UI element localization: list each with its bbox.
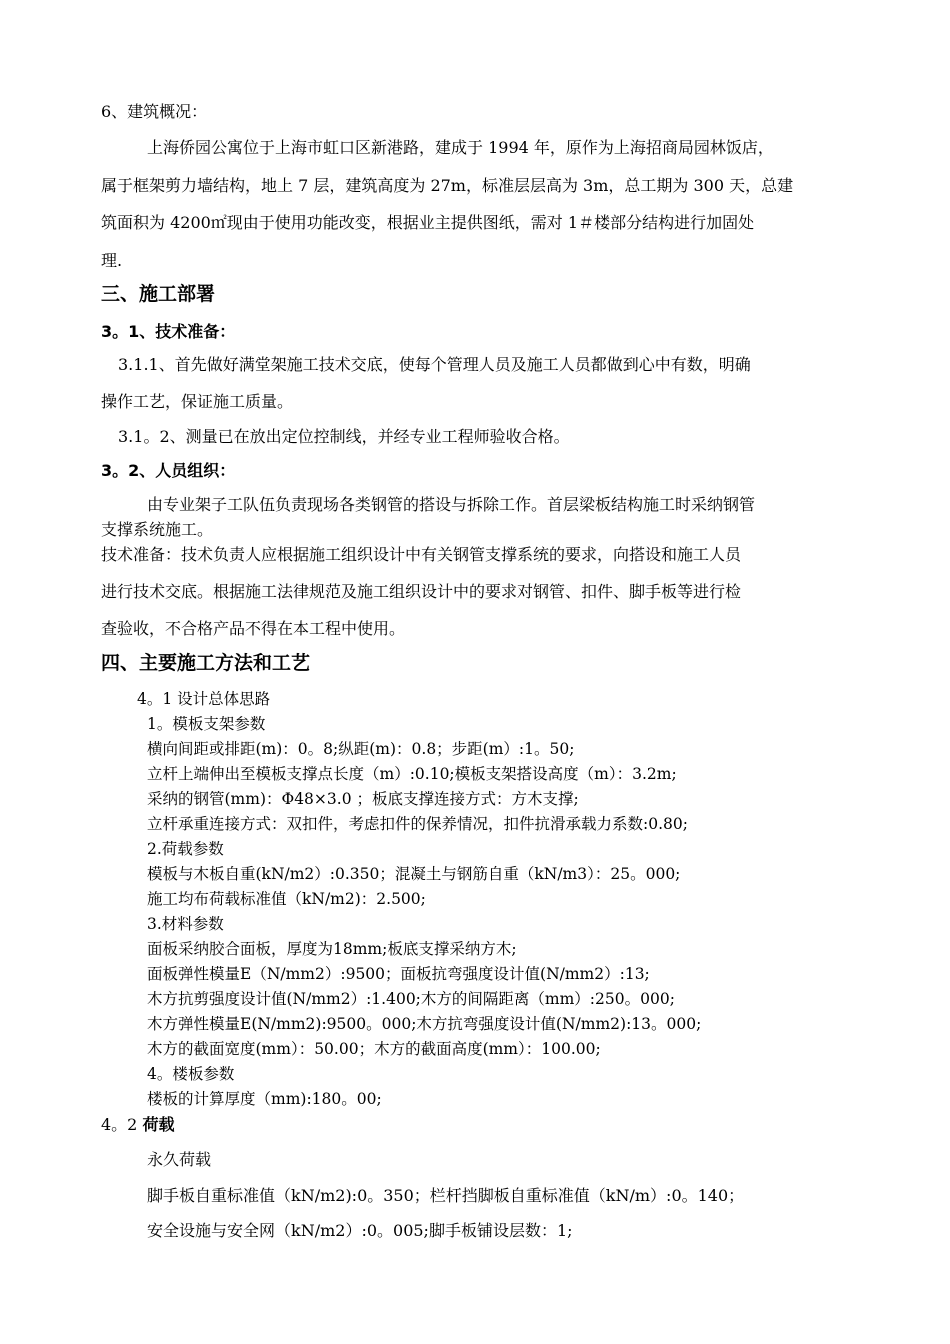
paragraph-line: 进行技术交底。根据施工法律规范及施工组织设计中的要求对钢管、扣件、脚手板等进行检 (101, 582, 742, 601)
paragraph-line: 技术准备：技术负责人应根据施工组织设计中有关钢管支撑系统的要求，向搭设和施工人员 (101, 545, 742, 564)
list-heading: 1。模板支架参数 (147, 715, 266, 733)
paragraph-line: 查验收，不合格产品不得在本工程中使用。 (101, 619, 406, 638)
parameter-line: 木方抗剪强度设计值(N/mm2）:1.400;木方的间隔距离（mm）:250。000; (147, 990, 675, 1008)
subsection-number: 4。2 (101, 1115, 143, 1134)
parameter-line: 立杆承重连接方式：双扣件，考虑扣件的保养情况，扣件抗滑承载力系数:0.80; (147, 815, 688, 833)
paragraph-line: 属于框架剪力墙结构，地上 7 层，建筑高度为 27m，标准层层高为 3m，总工期为 300 天，总建 (101, 176, 794, 195)
subsection-3-2-heading: 3。2、人员组织： (101, 461, 236, 480)
list-heading: 3.材料参数 (147, 915, 224, 933)
parameter-line: 面板弹性模量E（N/mm2）:9500；面板抗弯强度设计值(N/mm2）:13; (147, 965, 650, 983)
paragraph-line: 操作工艺，保证施工质量。 (101, 392, 294, 411)
parameter-line: 模板与木板自重(kN/m2）:0.350；混凝土与钢筋自重（kN/m3）：25。000; (147, 865, 681, 883)
parameter-line: 面板采纳胶合面板，厚度为18mm;板底支撑采纳方木; (147, 940, 517, 958)
subsection-4-1-heading: 4。1 设计总体思路 (137, 690, 271, 708)
section-3-heading: 三、施工部署 (101, 283, 216, 305)
list-heading: 永久荷载 (147, 1150, 212, 1169)
parameter-line: 采纳的钢管(mm)：Φ48×3.0 ；板底支撑连接方式：方木支撑; (147, 790, 579, 808)
parameter-line: 立杆上端伸出至模板支撑点长度（m）:0.10;模板支架搭设高度（m）：3.2m; (147, 765, 677, 783)
section-6-title: 6、建筑概况： (101, 102, 208, 121)
subsection-4-2-heading (101, 1117, 174, 1133)
paragraph-line: 上海侨园公寓位于上海市虹口区新港路，建成于 1994 年，原作为上海招商局园林饭店， (147, 138, 774, 157)
parameter-line: 脚手板自重标准值（kN/m2):0。350；栏杆挡脚板自重标准值（kN/m）:0。140； (147, 1186, 745, 1205)
subsection-3-1-heading: 3。1、技术准备： (101, 322, 236, 341)
parameter-line: 木方的截面宽度(mm）：50.00；木方的截面高度(mm）：100.00; (147, 1040, 601, 1058)
paragraph-line: 3.1。2、测量已在放出定位控制线，并经专业工程师验收合格。 (118, 427, 570, 446)
parameter-line: 安全设施与安全网（kN/m2）:0。005;脚手板铺设层数：1; (147, 1221, 573, 1240)
section-4-heading: 四、主要施工方法和工艺 (101, 652, 311, 674)
paragraph-line: 理. (101, 251, 123, 270)
list-heading: 2.荷载参数 (147, 840, 224, 858)
paragraph-line: 3.1.1、首先做好满堂架施工技术交底，使每个管理人员及施工人员都做到心中有数，明确 (118, 355, 751, 374)
paragraph-line: 筑面积为 4200㎡现由于使用功能改变，根据业主提供图纸，需对 1＃楼部分结构进行加固处 (101, 213, 755, 232)
subsection-title: 荷载 (142, 1115, 175, 1134)
paragraph-line: 支撑系统施工。 (101, 520, 214, 539)
parameter-line: 横向间距或排距(m)：0。8;纵距(m)：0.8；步距(m）:1。50; (147, 740, 575, 758)
paragraph-line: 由专业架子工队伍负责现场各类钢管的搭设与拆除工作。首层梁板结构施工时采纳钢管 (147, 495, 756, 514)
parameter-line: 楼板的计算厚度（mm):180。00; (147, 1090, 382, 1108)
parameter-line: 施工均布荷载标准值（kN/m2)：2.500; (147, 890, 426, 908)
list-heading: 4。楼板参数 (147, 1065, 235, 1083)
parameter-line: 木方弹性模量E(N/mm2):9500。000;木方抗弯强度设计值(N/mm2):13。000; (147, 1015, 702, 1033)
